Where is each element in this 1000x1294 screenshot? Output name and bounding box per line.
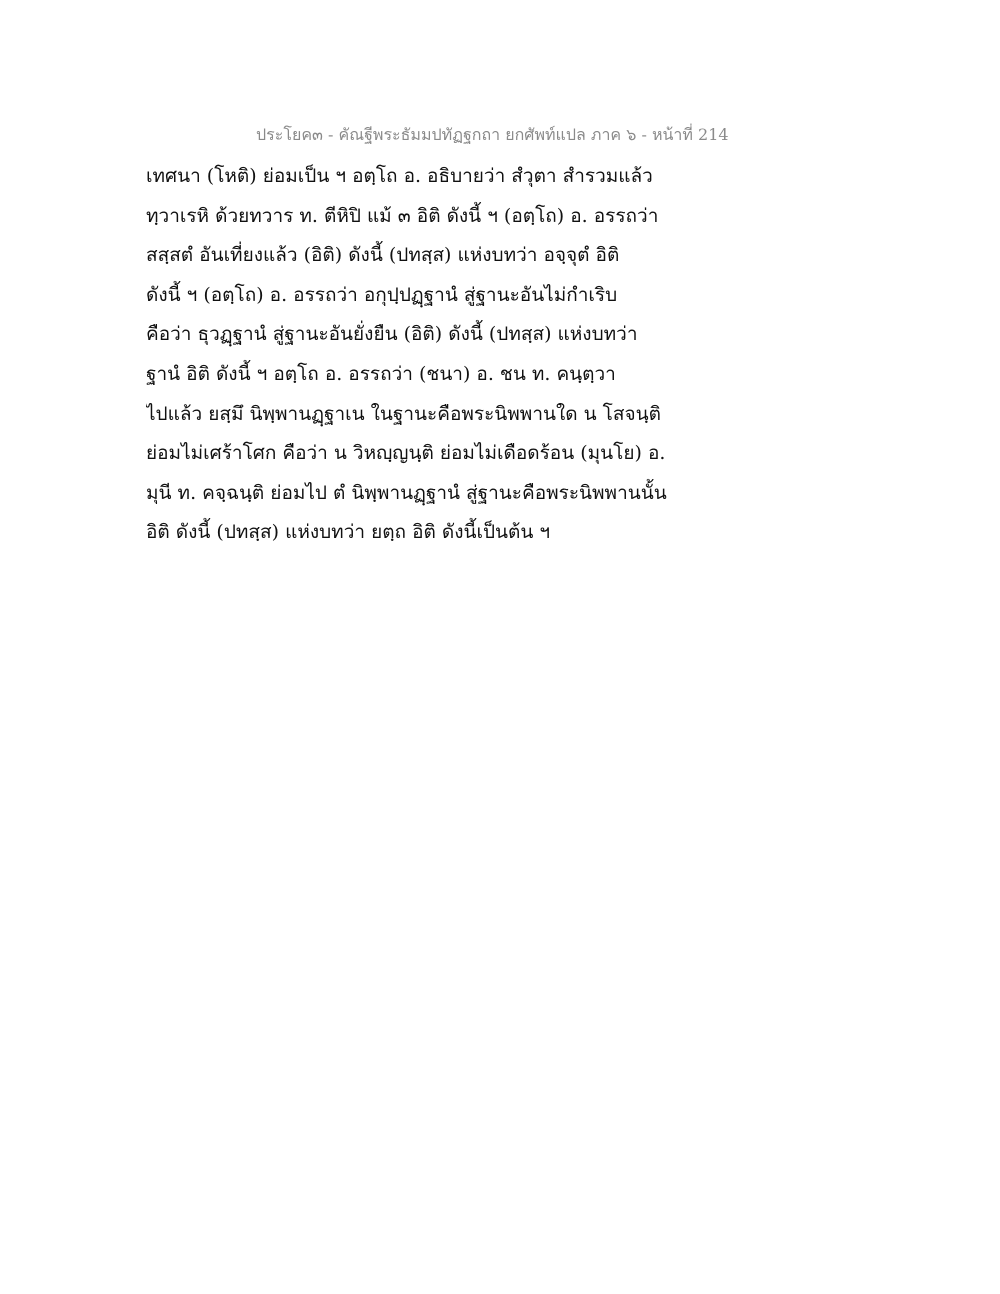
text-line: ทฺวาเรหิ ด้วยทวาร ท. ตีหิปิ แม้ ๓ อิติ ดังนี้ ฯ (อตฺโถ) อ. อรรถว่า — [146, 204, 659, 227]
body-text — [146, 157, 746, 553]
text-line: สสฺสตํ อันเที่ยงแล้ว (อิติ) ดังนี้ (ปทสฺส) แห่งบทว่า อจฺจุตํ อิติ — [146, 244, 620, 267]
text-line: เทศนา (โหติ) ย่อมเป็น ฯ อตฺโถ อ. อธิบายว่า สํวุตา สำรวมแล้ว — [146, 165, 653, 187]
text-line: มุนี ท. คจฺฉนฺติ ย่อมไป ตํ นิพฺพานฏฺฐานํ สู่ฐานะคือพระนิพพานนั้น — [146, 481, 667, 504]
text-line: คือว่า ธุวฏฺฐานํ สู่ฐานะอันยั่งยืน (อิติ) ดังนี้ (ปทสฺส) แห่งบทว่า — [146, 323, 638, 346]
text-line: ฐานํ อิติ ดังนี้ ฯ อตฺโถ อ. อรรถว่า (ชนา) อ. ชน ท. คนฺตฺวา — [146, 362, 616, 385]
text-line: อิติ ดังนี้ (ปทสฺส) แห่งบทว่า ยตฺถ อิติ ดังนี้เป็นต้น ฯ — [146, 521, 551, 544]
running-header: ประโยค๓ - คัณฐีพระธัมมปทัฏฐกถา ยกศัพท์แปล ภาค ๖ - หน้าที่ 214 — [256, 125, 729, 144]
text-line: ไปแล้ว ยสฺมึ นิพฺพานฏฺฐาเน ในฐานะคือพระนิพพานใด น โสจนฺติ — [146, 402, 661, 425]
text-line: ย่อมไม่เศร้าโศก คือว่า น วิหญฺญนฺติ ย่อมไม่เดือดร้อน (มุนโย) อ. — [146, 442, 666, 465]
text-line: ดังนี้ ฯ (อตฺโถ) อ. อรรถว่า อกุปฺปฏฺฐานํ สู่ฐานะอันไม่กำเริบ — [146, 283, 618, 306]
